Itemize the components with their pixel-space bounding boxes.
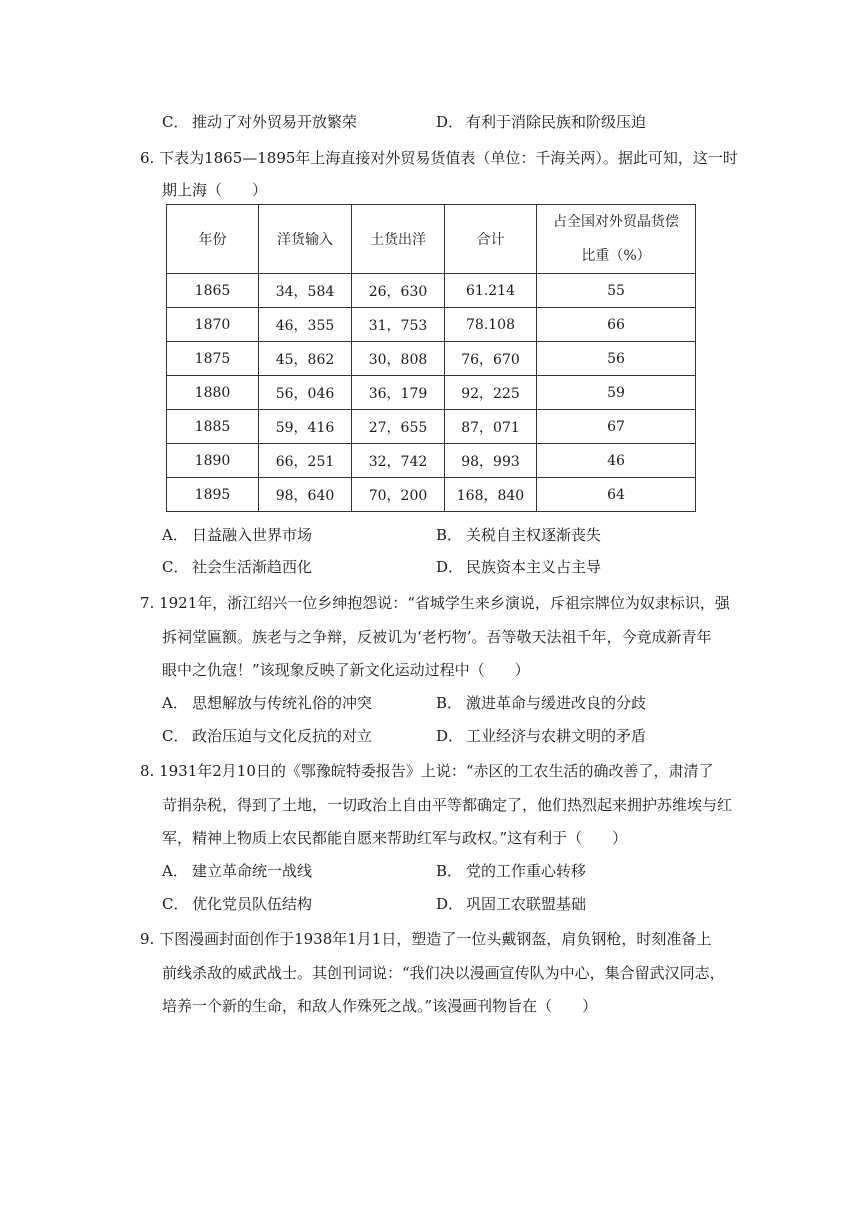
cell-imports: 34，584 xyxy=(259,274,352,308)
header-total: 合计 xyxy=(445,205,537,274)
option-letter: C． xyxy=(162,113,189,131)
option-letter: B． xyxy=(436,862,463,880)
q5-option-c[interactable] xyxy=(162,112,357,132)
q5-option-d[interactable] xyxy=(436,112,646,132)
cell-imports: 45，862 xyxy=(259,342,352,376)
cell-year: 1895 xyxy=(167,478,259,512)
option-text: 建立革命统一战线 xyxy=(192,862,313,880)
option-text: 关税自主权逐渐丧失 xyxy=(466,526,602,544)
q7-stem-line-2: 拆祠堂匾额。族老与之争辩，反被讥为‘老朽物’。吾等敬天法祖千年，今竟成新青年 xyxy=(162,628,712,646)
option-text: 巩固工农联盟基础 xyxy=(466,895,587,913)
header-share-line-2: 比重（%） xyxy=(581,248,651,264)
q6-option-c[interactable] xyxy=(162,557,312,577)
q8-option-a[interactable] xyxy=(162,861,312,881)
option-text: 优化党员队伍结构 xyxy=(192,895,313,913)
cell-share: 64 xyxy=(537,478,696,512)
table-row xyxy=(167,444,696,478)
q8-option-d[interactable] xyxy=(436,894,586,914)
cell-exports: 70，200 xyxy=(352,478,445,512)
cell-exports: 31，753 xyxy=(352,308,445,342)
cell-total: 92，225 xyxy=(445,376,537,410)
option-text: 有利于消除民族和阶级压迫 xyxy=(466,113,647,131)
q9-stem-line-1: 9. 下图漫画封面创作于1938年1月1日，塑造了一位头戴钢盔，肩负钢枪，时刻准备上 xyxy=(140,930,712,948)
option-text: 推动了对外贸易开放繁荣 xyxy=(192,113,358,131)
q8-stem-line-1: 8. 1931年2月10日的《鄂豫皖特委报告》上说：“赤区的工农生活的确改善了，肃清了 xyxy=(140,762,714,780)
q7-option-d[interactable] xyxy=(436,726,646,746)
cell-total: 61.214 xyxy=(445,274,537,308)
header-imports: 洋货输入 xyxy=(259,205,352,274)
cell-exports: 26，630 xyxy=(352,274,445,308)
cell-imports: 59，416 xyxy=(259,410,352,444)
cell-share: 56 xyxy=(537,342,696,376)
cell-total: 168，840 xyxy=(445,478,537,512)
cell-total: 78.108 xyxy=(445,308,537,342)
cell-share: 67 xyxy=(537,410,696,444)
table-row xyxy=(167,478,696,512)
table-row xyxy=(167,376,696,410)
q7-option-c[interactable] xyxy=(162,726,372,746)
q6-stem-line-2: 期上海（ ） xyxy=(162,181,268,199)
cell-year: 1880 xyxy=(167,376,259,410)
cell-imports: 56，046 xyxy=(259,376,352,410)
q8-option-b[interactable] xyxy=(436,861,586,881)
cell-exports: 27，655 xyxy=(352,410,445,444)
option-text: 思想解放与传统礼俗的冲突 xyxy=(192,694,373,712)
q7-option-a[interactable] xyxy=(162,693,372,713)
cell-share: 66 xyxy=(537,308,696,342)
table-row xyxy=(167,410,696,444)
option-text: 民族资本主义占主导 xyxy=(466,558,602,576)
cell-total: 98，993 xyxy=(445,444,537,478)
option-text: 社会生活渐趋西化 xyxy=(192,558,313,576)
cell-year: 1870 xyxy=(167,308,259,342)
cell-total: 76，670 xyxy=(445,342,537,376)
cell-year: 1885 xyxy=(167,410,259,444)
cell-imports: 46，355 xyxy=(259,308,352,342)
q6-option-b[interactable] xyxy=(436,525,601,545)
cell-exports: 30，808 xyxy=(352,342,445,376)
q6-option-d[interactable] xyxy=(436,557,601,577)
cell-exports: 32，742 xyxy=(352,444,445,478)
cell-year: 1890 xyxy=(167,444,259,478)
option-text: 日益融入世界市场 xyxy=(192,526,313,544)
header-exports: 土货出洋 xyxy=(352,205,445,274)
q8-stem-line-3: 军，精神上物质上农民都能自愿来帮助红军与政权。”这有利于（ ） xyxy=(162,829,628,847)
cell-share: 55 xyxy=(537,274,696,308)
header-year: 年份 xyxy=(167,205,259,274)
table-row xyxy=(167,274,696,308)
q6-option-a[interactable] xyxy=(162,525,312,545)
cell-imports: 66，251 xyxy=(259,444,352,478)
table-row xyxy=(167,342,696,376)
option-letter: C． xyxy=(162,895,189,913)
option-text: 工业经济与农耕文明的矛盾 xyxy=(466,727,647,745)
q7-option-b[interactable] xyxy=(436,693,646,713)
option-letter: C． xyxy=(162,727,189,745)
cell-total: 87，071 xyxy=(445,410,537,444)
option-letter: D． xyxy=(436,895,464,913)
q8-stem-line-2: 苛捐杂税，得到了土地，一切政治上自由平等都确定了，他们热烈起来拥护苏维埃与红 xyxy=(162,796,733,814)
option-text: 政治压迫与文化反抗的对立 xyxy=(192,727,373,745)
option-text: 激进革命与缓进改良的分歧 xyxy=(466,694,647,712)
cell-share: 59 xyxy=(537,376,696,410)
option-letter: D． xyxy=(436,558,464,576)
q6-stem-line-1: 6. 下表为1865—1895年上海直接对外贸易货值表（单位：千海关两）。据此可知，这一时 xyxy=(140,149,738,167)
trade-value-table xyxy=(166,204,696,512)
cell-exports: 36，179 xyxy=(352,376,445,410)
q7-stem-line-1: 7. 1921年，浙江绍兴一位乡绅抱怨说：“省城学生来乡演说，斥祖宗牌位为奴隶标识，强 xyxy=(140,594,730,612)
option-letter: D． xyxy=(436,113,464,131)
option-letter: B． xyxy=(436,694,463,712)
q8-option-c[interactable] xyxy=(162,894,312,914)
cell-year: 1865 xyxy=(167,274,259,308)
option-letter: A． xyxy=(162,526,188,544)
q9-stem-line-2: 前线杀敌的威武战士。其创刊词说：“我们决以漫画宣传队为中心，集合留武汉同志， xyxy=(162,964,725,982)
option-letter: A． xyxy=(162,694,188,712)
cell-year: 1875 xyxy=(167,342,259,376)
option-letter: D． xyxy=(436,727,464,745)
cell-share: 46 xyxy=(537,444,696,478)
option-text: 党的工作重心转移 xyxy=(466,862,587,880)
table-row xyxy=(167,308,696,342)
table-header-row xyxy=(167,205,696,274)
header-share xyxy=(537,205,696,274)
q9-stem-line-3: 培养一个新的生命，和敌人作殊死之战。”该漫画刊物旨在（ ） xyxy=(162,997,598,1015)
option-letter: C． xyxy=(162,558,189,576)
q7-stem-line-3: 眼中之仇寇！”该现象反映了新文化运动过程中（ ） xyxy=(162,661,530,679)
cell-imports: 98，640 xyxy=(259,478,352,512)
header-share-line-1: 占全国对外贸晶货偿 xyxy=(553,214,679,230)
option-letter: A． xyxy=(162,862,188,880)
option-letter: B． xyxy=(436,526,463,544)
